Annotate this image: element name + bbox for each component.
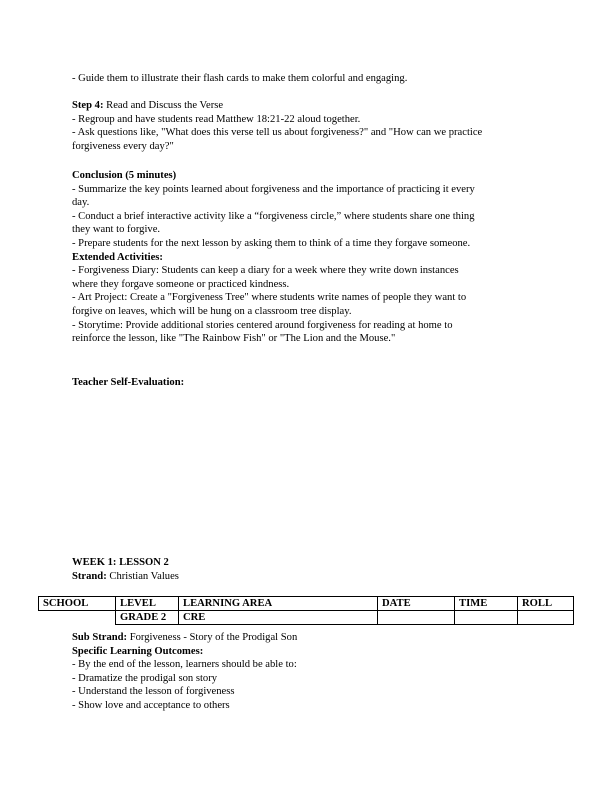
week-lesson-text: WEEK 1: LESSON 2	[72, 557, 169, 568]
table-header-cell: DATE	[378, 597, 455, 611]
body-line: - Guide them to illustrate their flash cards to make them colorful and engaging.	[72, 73, 408, 84]
table-header-cell: SCHOOL	[39, 597, 116, 611]
table-header-cell: ROLL	[518, 597, 574, 611]
conclusion-section	[72, 169, 542, 346]
table-row	[39, 611, 574, 625]
week-lesson-title	[72, 556, 542, 570]
lesson-info-table	[38, 596, 574, 625]
list-item: - By the end of the lesson, learners should be able to:	[72, 659, 297, 671]
body-line: - Ask questions like, "What does this verse tell us about forgiveness?" and "How can we practice	[72, 127, 483, 139]
list-item: - Dramatize the prodigal son story	[72, 672, 218, 684]
sub-strand-line	[72, 631, 542, 645]
conclusion-heading-text: Conclusion (5 minutes)	[72, 170, 177, 181]
body-line: - Forgiveness Diary: Students can keep a diary for a week where they write down instances	[72, 265, 459, 277]
body-line: - Prepare students for the next lesson by asking them to think of a time they forgave someone.	[72, 237, 471, 249]
step-4-heading	[72, 99, 542, 113]
table-header-cell: TIME	[455, 597, 518, 611]
sub-strand-label: Sub Strand:	[72, 632, 128, 643]
strand-line	[72, 570, 542, 584]
table-cell	[378, 611, 455, 625]
body-line: they want to forgive.	[72, 224, 161, 236]
step-4-label: Step 4:	[72, 100, 104, 111]
list-item: - Understand the lesson of forgiveness	[72, 686, 235, 698]
table-cell	[455, 611, 518, 625]
flash-card-instruction	[72, 72, 542, 86]
outcomes-heading-text: Specific Learning Outcomes:	[72, 645, 204, 657]
table-cell: GRADE 2	[116, 611, 179, 625]
outcomes-heading	[72, 645, 542, 659]
body-line: reinforce the lesson, like "The Rainbow Fish" or "The Lion and the Mouse."	[72, 333, 396, 345]
strand-value: Christian Values	[106, 570, 179, 582]
body-line: forgiveness every day?"	[72, 140, 174, 152]
body-line: - Art Project: Create a "Forgiveness Tree" where students write names of people they want to	[72, 292, 467, 304]
self-evaluation-section	[72, 376, 542, 390]
table-header-cell: LEVEL	[116, 597, 179, 611]
extended-heading-text: Extended Activities:	[72, 251, 163, 263]
self-evaluation-heading	[72, 376, 542, 390]
body-line: - Conduct a brief interactive activity like a “forgiveness circle,” where students share one thing	[72, 210, 475, 222]
body-line: day.	[72, 197, 90, 209]
table-header-row	[39, 597, 574, 611]
extended-heading	[72, 251, 542, 265]
step-4-title: Read and Discuss the Verse	[103, 100, 224, 111]
body-line: - Regroup and have students read Matthew 18:21-22 aloud together.	[72, 113, 361, 125]
table-cell: CRE	[179, 611, 378, 625]
body-line: - Summarize the key points learned about forgiveness and the importance of practicing it every	[72, 183, 475, 195]
body-line: where they forgave someone or practiced kindness.	[72, 278, 290, 290]
step-4-section	[72, 99, 542, 153]
table-cell	[39, 611, 116, 625]
table-header-cell: LEARNING AREA	[179, 597, 378, 611]
lesson-header	[72, 556, 542, 583]
list-item: - Show love and acceptance to others	[72, 699, 230, 711]
sub-strand-value: Forgiveness - Story of the Prodigal Son	[127, 632, 298, 643]
body-line: forgive on leaves, which will be hung on a classroom tree display.	[72, 305, 352, 317]
sub-strand-section	[72, 631, 542, 713]
conclusion-heading	[72, 169, 542, 183]
strand-label: Strand:	[72, 570, 107, 582]
self-evaluation-heading-text: Teacher Self-Evaluation:	[72, 377, 185, 388]
body-line: - Storytime: Provide additional stories centered around forgiveness for reading at home to	[72, 319, 453, 331]
table-cell	[518, 611, 574, 625]
